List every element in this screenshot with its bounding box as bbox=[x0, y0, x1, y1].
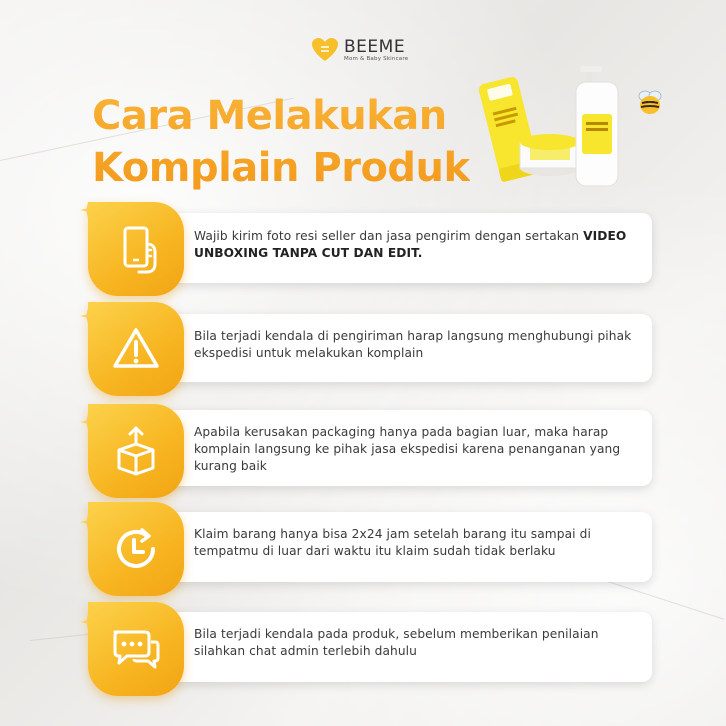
step-3-text: Apabila kerusakan packaging hanya pada bagian luar, maka harap komplain langsung ke pihak jasa ekspedisi karena penanganan yang kurang baik bbox=[194, 425, 621, 473]
page-title bbox=[92, 90, 470, 194]
title-line-2: Komplain Produk bbox=[92, 145, 470, 191]
brand-name: BEEME bbox=[344, 37, 406, 57]
step-4-text: Klaim barang hanya bisa 2x24 jam setelah barang itu sampai di tempatmu di luar dari waktu itu klaim sudah tidak berlaku bbox=[194, 527, 591, 558]
product-illustration bbox=[468, 64, 628, 190]
step-5-text: Bila terjadi kendala pada produk, sebelum memberikan penilaian silahkan chat admin terlebih dahulu bbox=[194, 627, 599, 658]
step-2-card bbox=[152, 314, 652, 382]
brand-logo bbox=[312, 38, 408, 62]
step-5-card bbox=[152, 612, 652, 682]
step-3 bbox=[0, 400, 726, 490]
step-1-text-regular: Wajib kirim foto resi seller dan jasa pengirim dengan sertakan bbox=[194, 229, 584, 243]
clock-refresh-icon bbox=[109, 522, 163, 576]
step-2 bbox=[0, 300, 726, 390]
step-1-icon-tile bbox=[88, 202, 184, 296]
phone-in-hand-icon bbox=[109, 222, 163, 276]
step-1-card bbox=[152, 213, 652, 283]
step-4 bbox=[0, 500, 726, 590]
step-1-text-bold: VIDEO UNBOXING TANPA CUT DAN EDIT. bbox=[194, 229, 627, 260]
step-1-text bbox=[194, 228, 636, 262]
step-3-card bbox=[152, 410, 652, 486]
step-5-icon-tile bbox=[88, 602, 184, 696]
step-4-icon-tile bbox=[88, 502, 184, 596]
step-3-icon-tile bbox=[88, 404, 184, 498]
step-2-icon-tile bbox=[88, 302, 184, 396]
chat-bubbles-icon bbox=[109, 622, 163, 676]
box-upload-icon bbox=[109, 424, 163, 478]
step-1 bbox=[0, 200, 726, 290]
step-5 bbox=[0, 600, 726, 690]
warning-icon bbox=[109, 322, 163, 376]
step-2-text: Bila terjadi kendala di pengiriman harap langsung menghubungi pihak ekspedisi untuk melakukan komplain bbox=[194, 329, 632, 360]
title-line-1: Cara Melakukan bbox=[92, 93, 447, 139]
step-4-card bbox=[152, 512, 652, 582]
heart-bee-logo-icon bbox=[312, 38, 338, 62]
brand-tagline: Mom & Baby Skincare bbox=[344, 56, 409, 62]
bee-icon bbox=[636, 88, 664, 116]
